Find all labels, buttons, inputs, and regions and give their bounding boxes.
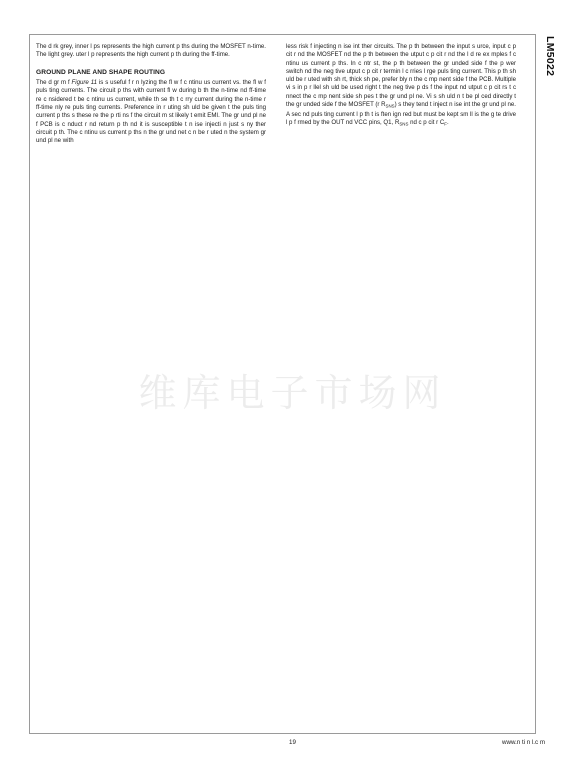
- page-number: 19: [289, 739, 296, 746]
- figure-reference-link[interactable]: Figure 11: [71, 79, 98, 87]
- watermark: 维库电子市场网: [138, 371, 447, 415]
- paragraph-text: less risk f injecting n ise int ther circuits. The p th between the input s urce, input c p cit r nd the MOSFET nd the p th between the utput c p cit r nd the l d re ex mples f c ntinu us current p ths. In c ntr st, the p th between the gr unded side f the p wer switch nd the neg tive utput c p cit r termin l c rries l rge puls ting current. This p th sh uld be r uted with sh rt, thick sh pe, prefer bly n the c mp nent side f the PCB. Multiple vi s in p r llel sh uld be used right t the neg tive p ds f the input nd utput c p cit rs t c nnect the c mp nent side sh pes t the gr und pl ne. Vi s sh uld n t be pl ced directly t the gr unded side f the MOSFET (r R: [286, 43, 516, 109]
- footer-url-link[interactable]: www.n ti n l.c m: [502, 739, 545, 746]
- left-column: [36, 43, 266, 145]
- subscript: SNS: [399, 121, 409, 127]
- paragraph-ground-plane: [36, 79, 266, 145]
- paragraph-text: is s useful f r n lyzing the fl w f c ntinu us current vs. the fl w f puls ting currents. The circuit p ths with current fl w during b th the n-time nd ff-time re c nsidered t be c ntinu us current, while th se th t c rry current during the n-time r ff-time nly re puls ting currents. Preference in r uting sh uld be given t the puls ting current p ths s these re the p rti ns f the circuit m st likely t emit EMI. The gr und pl ne f PCB is c nduct r nd return p th nd it is susceptible t n ise injecti n just s ny ther circuit p th. The c ntinu us current p ths n the gr und net c n be r uted n the system gr und pl ne with: [36, 79, 266, 145]
- paragraph-text: The d gr m f: [36, 79, 72, 87]
- right-column: [286, 43, 516, 129]
- subscript: F: [444, 121, 447, 127]
- section-heading: GROUND PLANE AND SHAPE ROUTING: [36, 68, 166, 76]
- paragraph-text: .: [446, 119, 449, 127]
- paragraph-routing: [286, 43, 516, 129]
- paragraph-text: ) s they tend t inject n ise int the gr und pl ne. A sec nd puls ting current l p th t is ften ign red but must be kept sm ll is the g te drive l p f rmed by the OUT nd VCC pins, Q1, R: [286, 101, 516, 127]
- paragraph-loop-description: The d rk grey, inner l ps represents the high current p ths during the MOSFET n-time. The light grey. uter l p represents the high current p th during the ff-time.: [36, 43, 266, 59]
- subscript: SNS: [385, 103, 395, 109]
- paragraph-text: nd c p cit r C: [408, 119, 445, 127]
- part-number-label: LM5022: [544, 36, 556, 77]
